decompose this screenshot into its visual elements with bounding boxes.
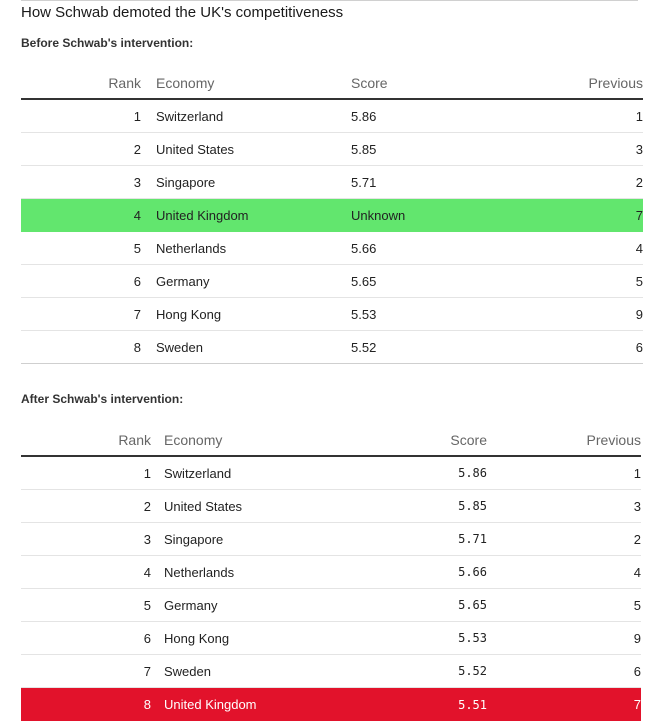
score-cell: 5.53 [351,306,377,322]
before-heading: Before Schwab's intervention: [21,36,194,50]
previous-cell: 3 [635,141,643,157]
economy-cell: Switzerland [164,465,232,481]
rank-cell: 2 [133,141,141,157]
rank-cell: 5 [143,597,151,613]
economy-cell: Singapore [156,174,216,190]
rank-cell: 5 [133,240,141,256]
rank-cell: 1 [143,465,151,481]
previous-cell: 2 [633,531,641,547]
column-header-score: Score [351,74,388,91]
score-cell: 5.51 [458,697,487,712]
rank-cell: 7 [143,663,151,679]
economy-cell: Hong Kong [156,306,222,322]
table-header [21,424,641,457]
rank-cell: 8 [133,339,141,355]
previous-cell: 4 [635,240,643,256]
score-cell: 5.71 [458,532,487,546]
score-cell: 5.71 [351,174,377,190]
after-table [21,424,641,721]
table-row [21,589,641,622]
score-cell: 5.66 [458,565,487,579]
score-cell: 5.65 [458,598,487,612]
table-row [21,457,641,490]
table-row [21,556,641,589]
column-header-economy: Economy [156,74,215,91]
column-header-score: Score [450,431,487,448]
score-cell: 5.65 [351,273,377,289]
rank-cell: 2 [143,498,151,514]
column-header-rank: Rank [118,431,151,448]
column-header-economy: Economy [164,431,223,448]
table-row [21,265,643,298]
score-cell: 5.53 [458,631,487,645]
previous-cell: 5 [633,597,641,613]
column-header-previous: Previous [586,431,641,448]
table-row [21,490,641,523]
economy-cell: United States [156,141,235,157]
before-table [21,67,643,364]
previous-cell: 1 [635,108,643,124]
economy-cell: Singapore [164,531,224,547]
table-row [21,655,641,688]
previous-cell: 2 [635,174,643,190]
previous-cell: 6 [633,663,641,679]
score-cell: Unknown [351,208,406,223]
score-cell: 5.86 [351,108,377,124]
rank-cell: 7 [133,306,141,322]
previous-cell: 6 [635,339,643,355]
score-cell: 5.52 [351,339,377,355]
previous-cell: 1 [633,465,641,481]
economy-cell: Germany [156,273,210,289]
economy-cell: Netherlands [156,240,227,256]
previous-cell: 7 [633,697,641,712]
economy-cell: Germany [164,597,218,613]
table-header [21,67,643,100]
table-row [21,100,643,133]
previous-cell: 5 [635,273,643,289]
column-header-rank: Rank [108,74,141,91]
rank-cell: 3 [133,174,141,190]
previous-cell: 4 [633,564,641,580]
rank-cell: 4 [143,564,151,580]
page-title: How Schwab demoted the UK's competitiveness [21,4,344,21]
economy-cell: Sweden [156,339,203,355]
after-heading: After Schwab's intervention: [21,392,184,406]
score-cell: 5.86 [458,466,487,480]
highlighted-row-uk [21,688,641,721]
score-cell: 5.85 [351,141,377,157]
table-row [21,166,643,199]
highlighted-row-uk [21,199,643,232]
top-rule [21,0,638,1]
table-row [21,298,643,331]
column-header-previous: Previous [588,74,643,91]
economy-cell: Switzerland [156,108,224,124]
previous-cell: 9 [633,630,641,646]
economy-cell: United Kingdom [156,208,249,223]
economy-cell: Netherlands [164,564,235,580]
table-row [21,133,643,166]
score-cell: 5.66 [351,240,377,256]
economy-cell: United States [164,498,243,514]
previous-cell: 9 [635,306,643,322]
rank-cell: 1 [133,108,141,124]
rank-cell: 4 [133,208,141,223]
score-cell: 5.85 [458,499,487,513]
rank-cell: 8 [143,697,151,712]
table-row [21,622,641,655]
rank-cell: 3 [143,531,151,547]
score-cell: 5.52 [458,664,487,678]
rank-cell: 6 [143,630,151,646]
table-row [21,523,641,556]
economy-cell: United Kingdom [164,697,257,712]
previous-cell: 7 [635,208,643,223]
previous-cell: 3 [633,498,641,514]
rank-cell: 6 [133,273,141,289]
table-row [21,331,643,364]
economy-cell: Sweden [164,663,211,679]
table-row [21,232,643,265]
economy-cell: Hong Kong [164,630,230,646]
